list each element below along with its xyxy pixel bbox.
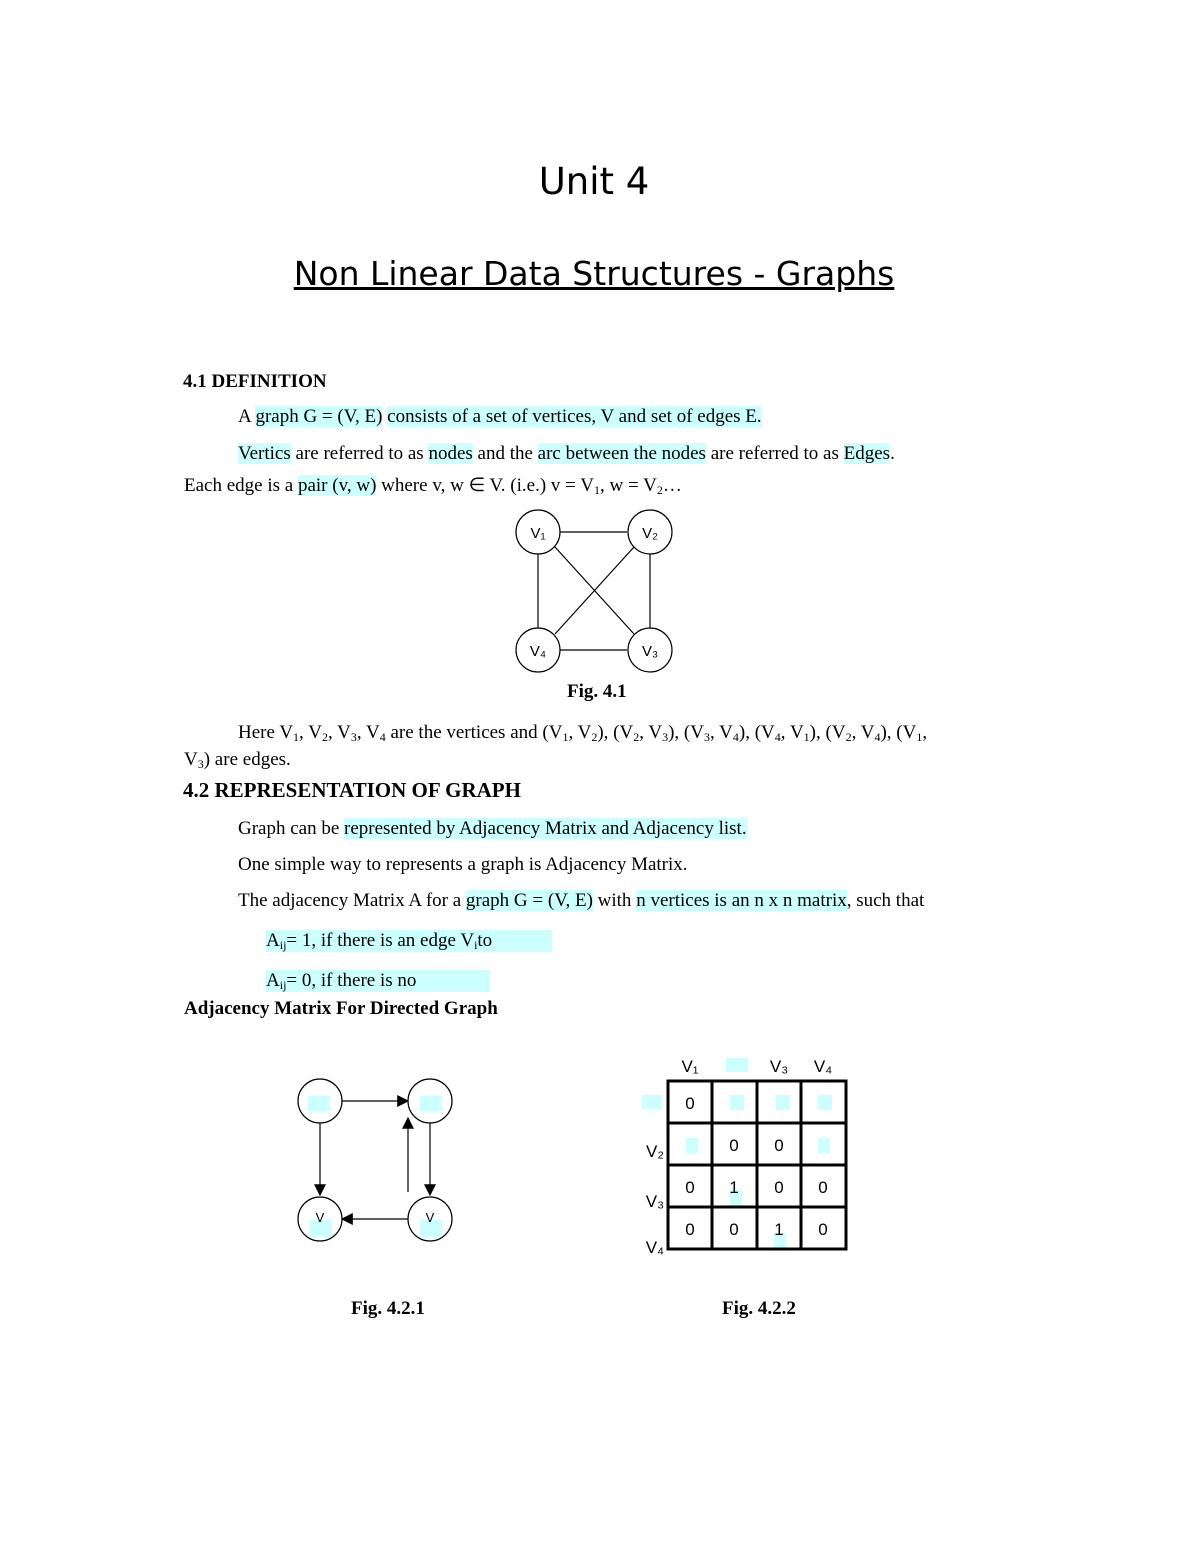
matrix-cell: 0 xyxy=(685,1220,695,1239)
adjacency-matrix-figure xyxy=(620,1050,870,1260)
matrix-row-header: V₄ xyxy=(645,1238,664,1257)
matrix-cell: 1 xyxy=(774,1220,784,1239)
section-heading-directed: Adjacency Matrix For Directed Graph xyxy=(184,998,498,1019)
matrix-cell: 0 xyxy=(685,1094,695,1113)
matrix-row-header: V₃ xyxy=(645,1192,664,1211)
matrix-cell: 0 xyxy=(774,1178,784,1197)
section-heading-representation: 4.2 REPRESENTATION OF GRAPH xyxy=(183,778,521,802)
cell-highlight-r2c1 xyxy=(686,1138,698,1153)
edges-list-line2: $V_3$) are edges. xyxy=(184,749,291,771)
cell-highlight-r1c3 xyxy=(776,1095,790,1110)
row-header-highlight xyxy=(642,1095,662,1109)
node-v3: V₃ xyxy=(641,643,659,660)
matrix-cell: 1 xyxy=(729,1178,739,1197)
cell-highlight-r1c4 xyxy=(818,1095,832,1110)
matrix-cell: 0 xyxy=(729,1136,739,1155)
edges-list-line1: Here $V_1$, $V_2$, $V_3$, $V_4$ are the vertices and ($V_1$, $V_2$), ($V_2$, $V_3$), ($V_3$, $V_4$), ($V_4$, $V_1$), ($V_2$, $V_4$), ($V_1$, xyxy=(238,722,928,744)
node-v1: V₁ xyxy=(530,525,546,542)
adjacency-definition-paragraph: The adjacency Matrix A for a graph G = (V, E) with n vertices is an n x n matrix, such that xyxy=(238,890,925,911)
node-highlight-top-right xyxy=(420,1096,442,1111)
matrix-cell: 0 xyxy=(818,1220,828,1239)
edge-pair-paragraph: Each edge is a pair (v, w) where v, w ∈ V. (i.e.) $v = V_1$, $w = V_2\dots$ xyxy=(184,475,682,497)
matrix-cell: 0 xyxy=(685,1178,695,1197)
matrix-col-header: V₄ xyxy=(813,1057,833,1076)
matrix-col-header: V₃ xyxy=(769,1057,789,1076)
undirected-graph-figure xyxy=(500,500,690,680)
page-title: Non Linear Data Structures - Graphs xyxy=(293,254,895,293)
node-bottom-left-label: V xyxy=(315,1210,325,1225)
node-v2: V₂ xyxy=(642,525,658,542)
simple-way-paragraph: One simple way to represents a graph is Adjacency Matrix. xyxy=(238,854,688,875)
directed-graph-figure xyxy=(290,1070,470,1250)
node-v4: V₄ xyxy=(529,643,547,660)
cell-highlight-r2c4 xyxy=(818,1138,830,1153)
definition-paragraph: A graph G = (V, E) consists of a set of vertices, V and set of edges E. xyxy=(238,406,762,427)
matrix-cell: 0 xyxy=(818,1178,828,1197)
vertices-paragraph: Vertics are referred to as nodes and the arc between the nodes are referred to as Edges. xyxy=(238,443,895,464)
cell-highlight-r1c2 xyxy=(730,1095,744,1110)
fig-4-2-2-caption: Fig. 4.2.2 xyxy=(722,1298,796,1319)
representation-paragraph: Graph can be represented by Adjacency Matrix and Adjacency list. xyxy=(238,818,747,839)
header-highlight xyxy=(726,1058,748,1072)
rule-aij-one: $A_{ij}= 1$, if there is an edge $V_ito$ xyxy=(266,930,552,952)
unit-title: Unit 4 xyxy=(538,160,650,203)
fig-4-1-caption: Fig. 4.1 xyxy=(567,681,627,702)
node-highlight-top-left xyxy=(308,1096,330,1111)
fig-4-2-1-caption: Fig. 4.2.1 xyxy=(351,1298,425,1319)
matrix-cell: 0 xyxy=(729,1220,739,1239)
section-heading-definition: 4.1 DEFINITION xyxy=(183,371,327,392)
matrix-cell: 0 xyxy=(774,1136,784,1155)
matrix-row-header: V₂ xyxy=(646,1142,664,1161)
rule-aij-zero: $A_{ij}= 0$, if there is no xyxy=(266,970,490,992)
matrix-col-header: V₁ xyxy=(681,1057,699,1076)
node-bottom-right-label: V xyxy=(425,1210,435,1225)
